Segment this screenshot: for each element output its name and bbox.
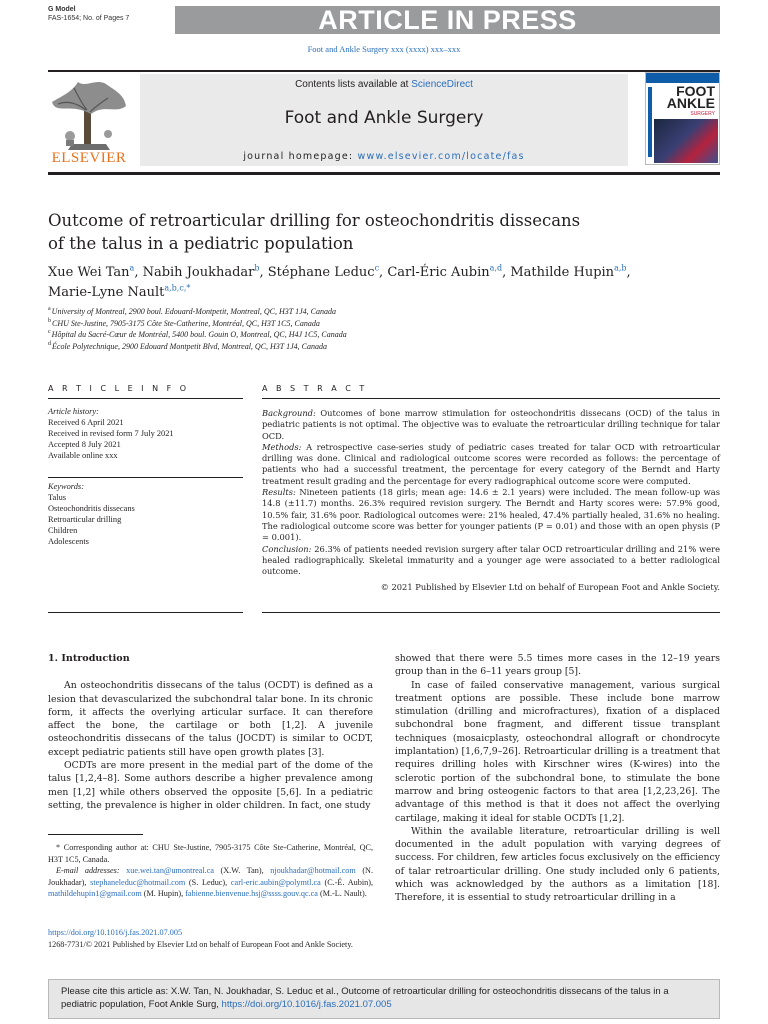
affiliation-item	[48, 306, 708, 318]
author-separator: ,	[502, 265, 511, 280]
author-separator: ,	[134, 265, 143, 280]
email-label: E-mail addresses:	[56, 866, 127, 875]
keyword: Adolescents	[48, 537, 89, 546]
cover-title-line1: FOOT	[676, 83, 715, 99]
citation-box	[48, 979, 720, 1019]
email-owner: (M. Hupin),	[141, 889, 186, 898]
footnote-rule	[48, 834, 143, 835]
body-paragraph: OCDTs are more present in the medial part of the dome of the talus [1,2,4–8]. Some authors describe a higher prevalence among men [1,2] while others observed the opposite [5,6]. In a pediatric setting, the prevalence is higher in older children. In fact, one study	[48, 760, 373, 811]
email-link[interactable]: njoukhadar@hotmail.com	[270, 866, 356, 875]
abstract-heading: A B S T R A C T	[262, 384, 368, 393]
abstract-conclusion	[262, 544, 720, 578]
background-text: Outcomes of bone marrow stimulation for osteochondritis dissecans (OCD) of the talus in pediatric patients is not optimal. The objective was to evaluate the retroarticular drilling technique for talar OCD.	[262, 408, 720, 441]
gmodel-label: G Model	[48, 6, 76, 13]
affiliation-text: University of Montreal, 2900 boul. Edouard-Montpetit, Montreal, QC, H3T 1J4, Canada	[51, 307, 336, 316]
affiliation-item	[48, 318, 708, 330]
affiliation-key: a	[48, 306, 51, 313]
email-link[interactable]: xue.wei.tan@umontreal.ca	[126, 866, 214, 875]
body-paragraph: Within the available literature, retroarticular drilling is well documented in the adult population with varying degrees of success. For children, few articles focus exclusively on the efficiency of talar retroarticular drilling. One study included only 6 patients, which was acknowledged by the authors as a limitation [18]. Therefore, it is essential to study retroarticular drilling in a	[395, 825, 720, 904]
affiliation-key: d	[48, 340, 51, 347]
author-list	[48, 263, 708, 303]
keyword: Children	[48, 526, 78, 535]
corresponding-author-note: * Corresponding author at: CHU Ste-Justine, 7905-3175 Côte Ste-Catherine, Montréal, QC, H3T 1C5, Canada.	[48, 843, 373, 864]
title-line-2: of the talus in a pediatric population	[48, 234, 354, 253]
contents-line	[140, 79, 628, 90]
affiliation-key: b	[48, 317, 51, 324]
journal-homepage	[140, 151, 628, 162]
history-label: Article history:	[48, 407, 99, 416]
journal-reference-link[interactable]: Foot and Ankle Surgery xxx (xxxx) xxx–xxx	[307, 44, 461, 54]
manuscript-info	[48, 6, 129, 23]
email-link[interactable]: fabienne.bienvenue.hsj@ssss.gouv.qc.ca	[185, 889, 318, 898]
affiliation-text: Hôpital du Sacré-Cœur de Montréal, 5400 boul. Gouin O, Montreal, QC, H4J 1C5, Canada	[51, 330, 347, 339]
author-separator: ,	[626, 265, 631, 280]
author-affiliation-mark[interactable]: a,b	[614, 263, 627, 273]
affiliation-item	[48, 341, 708, 353]
journal-cover-thumbnail[interactable]	[645, 72, 720, 165]
conclusion-text: 26.3% of patients needed revision surgery after talar OCD retroarticular drilling and 21% were healed radiographically. Skeletal immaturity and a younger age were associated to a better radiological outcome.	[262, 543, 720, 577]
history-item: Accepted 8 July 2021	[48, 440, 121, 449]
email-owner: (C.-É. Aubin),	[320, 877, 373, 887]
abstract-copyright: © 2021 Published by Elsevier Ltd on behalf of European Foot and Ankle Society.	[380, 582, 720, 593]
manuscript-id: FAS-1654; No. of Pages 7	[48, 14, 130, 22]
author-separator: ,	[259, 265, 268, 280]
issn-line: 1268-7731/© 2021 Published by Elsevier Ltd on behalf of European Foot and Ankle Society.	[48, 939, 353, 949]
homepage-prefix: journal homepage:	[243, 151, 358, 162]
cover-title	[667, 85, 715, 109]
methods-label: Methods:	[262, 441, 302, 452]
author-affiliation-mark[interactable]: a,d	[489, 263, 503, 273]
cover-subtitle: SURGERY	[690, 111, 715, 117]
author-name: Mathilde Hupin	[510, 265, 615, 280]
sciencedirect-link[interactable]: ScienceDirect	[411, 79, 473, 90]
article-title	[48, 209, 688, 255]
history-item: Available online xxx	[48, 451, 118, 460]
author-name: Carl-Éric Aubin	[387, 265, 490, 280]
abstract-rule	[262, 398, 720, 399]
abstract-methods	[262, 442, 720, 487]
email-owner: (S. Leduc),	[185, 877, 231, 887]
history-item: Received 6 April 2021	[48, 418, 124, 427]
author-separator: ,	[379, 265, 388, 280]
keyword: Retroarticular drilling	[48, 515, 122, 524]
cover-image	[654, 119, 718, 163]
body-paragraph: In case of failed conservative management, various surgical treatment options are possible. These include bone marrow stimulation (drilling and microfractures), fixation of a displaced subchondral bone fragment, and different tissue transplant techniques (mosaicplasty, osteochondral allograft or chondrocyte implantation) [1,6,7,9–26]. Retroarticular drilling is a treatment that requires drilling holes with Kirschner wires (K-wires) into the sclerotic portion of the subchondral bone, to stimulate the bone marrow and bring osteogenic factors to that area [1,2,23,26]. The advantage of this method is that it does not affect the overlying cartilage, making it ideal for stable OCDTs [1,2].	[395, 679, 720, 824]
email-owner: (M.-L. Nault).	[317, 889, 367, 898]
methods-text: A retrospective case-series study of pediatric cases treated for talar OCD with retroarticular drilling was done. Clinical and radiological outcome scores were recorded as follows: the percentage of patients who had a successful treatment, the percentage for every category of the Berndt and Harty treatment result grading and the percentage for every radiographical outcome score were computed.	[262, 441, 720, 486]
article-info-rule	[48, 398, 243, 399]
background-label: Background:	[262, 408, 316, 418]
cover-title-line2: ANKLE	[666, 95, 715, 111]
history-item: Received in revised form 7 July 2021	[48, 429, 174, 438]
body-left-column	[48, 652, 373, 812]
author-name: Stéphane Leduc	[267, 265, 375, 280]
email-owner: (X.W. Tan),	[213, 866, 271, 875]
email-link[interactable]: mathildehupin1@gmail.com	[48, 889, 142, 898]
results-label: Results:	[262, 487, 296, 498]
affiliation-item	[48, 329, 708, 341]
elsevier-wordmark: ELSEVIER	[51, 150, 127, 166]
body-paragraph: An osteochondritis dissecans of the talus (OCDT) is defined as a lesion that devascularized the subchondral talar bone. In its chronic form, it affects the overlying articular surface. It can therefore affect the bone, the cartilage or both [1,2]. A juvenile osteochondritis dissecans of the talus (JOCDT) is similar to OCDT, except pediatric patients still have open growth plates [3].	[48, 680, 373, 758]
doi-link[interactable]: https://doi.org/10.1016/j.fas.2021.07.005	[48, 928, 183, 937]
keywords-block	[48, 478, 243, 547]
keywords-label: Keywords:	[48, 482, 84, 491]
conclusion-label: Conclusion:	[262, 543, 312, 554]
body-right-column	[395, 652, 720, 905]
abstract-background	[262, 408, 720, 442]
author-affiliation-mark[interactable]: c	[374, 263, 380, 273]
citation-text: Please cite this article as: X.W. Tan, N. Joukhadar, S. Leduc et al., Outcome of retroarticular drilling for osteochondritis dissecans of the talus in a pediatric population, Foot Ankle Surg,	[61, 986, 669, 1010]
email-link[interactable]: stephaneleduc@hotmail.com	[90, 877, 186, 887]
keyword: Osteochondritis dissecans	[48, 504, 135, 513]
author-affiliation-mark[interactable]: a	[129, 263, 135, 273]
footnotes	[48, 842, 373, 900]
email-link[interactable]: carl-eric.aubin@polymtl.ca	[230, 877, 321, 887]
author-name: Marie-Lyne Nault	[48, 285, 165, 300]
affiliation-text: École Polytechnique, 2900 Edouard Montpetit Blvd, Montreal, QC, H3T 1J4, Canada	[52, 341, 327, 351]
results-text: Nineteen patients (18 girls; mean age: 14.6 ± 2.1 years) were included. The mean follow-up was 14.8 (±11.7) months. 26.3% required revision surgery. The Berndt and Harty scores were: 57.9% good, 10.5% fair, 31.6% poor. Radiological outcomes were: 21% healed, 47.4% partially healed, 31.6% no healing. The radiological outcome score was better for younger patients (P = 0.01) and those with an open physis (P = 0.001).	[262, 487, 720, 543]
abstract-body	[262, 408, 720, 594]
keyword: Talus	[48, 493, 67, 502]
homepage-link[interactable]: www.elsevier.com/locate/fas	[357, 151, 525, 162]
affiliation-text: CHU Ste-Justine, 7905-3175 Côte Ste-Catherine, Montréal, QC, H3T 1C5, Canada	[52, 318, 320, 328]
cover-side-band	[648, 87, 652, 157]
citation-doi-link[interactable]: https://doi.org/10.1016/j.fas.2021.07.005	[221, 998, 392, 1010]
email-owner: (N. Joukhadar),	[48, 866, 373, 887]
doi-block	[48, 927, 568, 950]
article-history	[48, 406, 243, 461]
affiliation-list	[48, 306, 708, 352]
affiliation-key: c	[48, 329, 51, 336]
cover-top-band	[646, 73, 720, 83]
title-line-1: Outcome of retroarticular drilling for osteochondritis dissecans	[48, 211, 581, 230]
journal-title: Foot and Ankle Surgery	[284, 108, 484, 128]
email-addresses	[48, 865, 373, 900]
masthead-bottom-rule	[48, 172, 720, 175]
abstract-end-rule	[262, 612, 720, 613]
body-paragraph: showed that there were 5.5 times more cases in the 12–19 years group than in the 6–11 years group [5].	[395, 653, 720, 678]
author-name: Xue Wei Tan	[48, 265, 130, 280]
article-info-heading: A R T I C L E I N F O	[48, 384, 190, 393]
author-name: Nabih Joukhadar	[142, 265, 255, 280]
abstract-results	[262, 487, 720, 543]
masthead-top-rule	[48, 70, 720, 72]
article-info-end-rule	[48, 612, 243, 613]
contents-prefix: Contents lists available at	[295, 79, 412, 90]
section-heading: 1. Introduction	[48, 653, 130, 664]
author-affiliation-mark[interactable]: a,b,c,*	[164, 283, 191, 293]
article-in-press-banner: ARTICLE IN PRESS	[175, 6, 720, 34]
author-affiliation-mark[interactable]: b	[254, 263, 260, 273]
